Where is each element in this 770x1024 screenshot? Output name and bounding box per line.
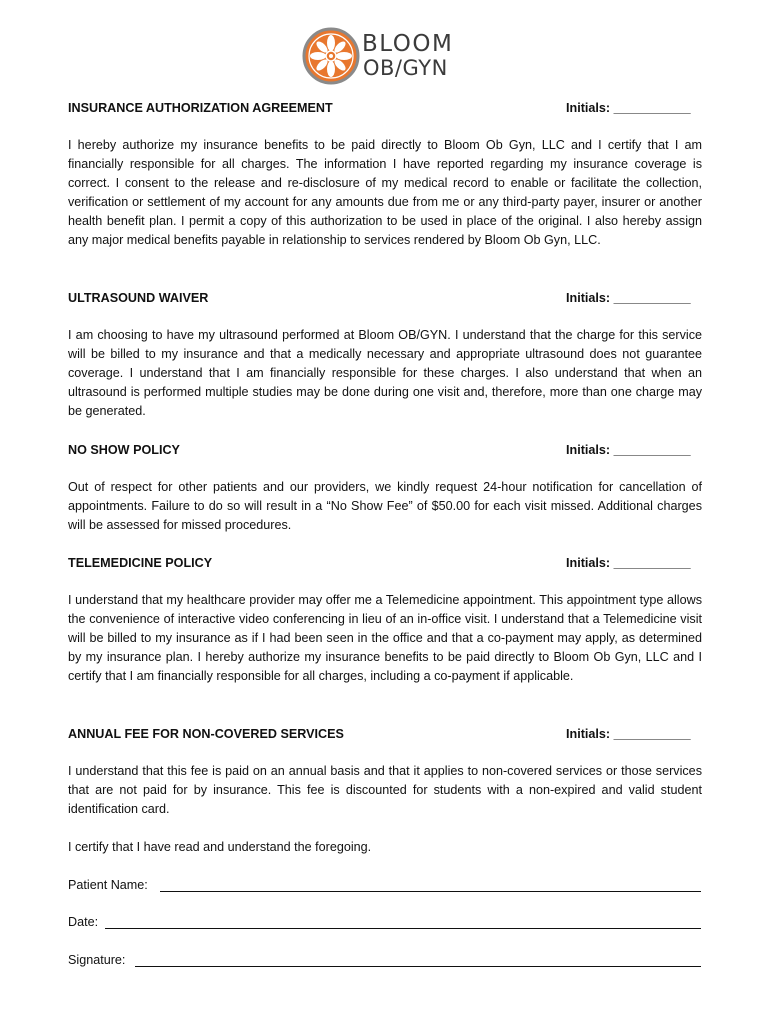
- bloom-flower-icon: [302, 27, 360, 85]
- section-body: Out of respect for other patients and our providers, we kindly request 24-hour notification for cancellation of appointments. Failure to do so will result in a “No Show Fee” of $50.00 for each visit missed. Additional charges will be assessed for missed procedures.: [68, 480, 702, 532]
- signature-field[interactable]: [68, 951, 701, 970]
- patient-name-label: Patient Name:: [68, 878, 148, 892]
- initials-field[interactable]: Initials: ___________: [566, 727, 691, 741]
- date-field[interactable]: [68, 913, 701, 932]
- date-label: Date:: [68, 915, 99, 929]
- certification-statement: I certify that I have read and understand the foregoing.: [68, 840, 372, 854]
- section-title: ULTRASOUND WAIVER: [68, 291, 209, 305]
- section-title: INSURANCE AUTHORIZATION AGREEMENT: [68, 101, 333, 115]
- section-body: I hereby authorize my insurance benefits to be paid directly to Bloom Ob Gyn, LLC and I certify that I am financially responsible for all charges. The information I have reported regarding my insurance coverage is correct. I consent to the release and re-disclosure of my medical record to enable or facilitate the collection, verification or settlement of my account for any amounts due from me or any third-party payer, insurer or another health benefit plan. I permit a copy of this authorization to be used in place of the original. I also hereby assign any major medical benefits payable in relationship to services rendered by Bloom Ob Gyn, LLC.: [68, 138, 702, 247]
- section-title: ANNUAL FEE FOR NON-COVERED SERVICES: [68, 727, 344, 741]
- section-body: I understand that my healthcare provider may offer me a Telemedicine appointment. This appointment type allows the convenience of interactive video conferencing in lieu of an in-office visit. I understand that a Telemedicine visit will be billed to my insurance as if I had been seen in the office and that a co-payment may apply, as determined by my insurance plan. I hereby authorize my insurance benefits to be paid directly to Bloom Ob Gyn, LLC and I certify that I am financially responsible for all charges, including a co-payment if applicable.: [68, 593, 702, 683]
- date-line[interactable]: [105, 928, 701, 929]
- section-heading: [68, 724, 701, 744]
- section-heading: [68, 288, 701, 308]
- section-heading: [68, 98, 701, 118]
- section-body: I understand that this fee is paid on an annual basis and that it applies to non-covered services or those services that are not paid for by insurance. This fee is discounted for students with a non-expired and valid student identification card.: [68, 764, 702, 816]
- bloom-logo: [302, 27, 474, 85]
- patient-name-field[interactable]: [68, 876, 701, 895]
- section-body: I am choosing to have my ultrasound performed at Bloom OB/GYN. I understand that the charge for this service will be billed to my insurance and that a medically necessary and appropriate ultrasound does not guarantee coverage. I understand that I am financially responsible for these charges. I also understand that when an ultrasound is performed multiple studies may be done during one visit and, therefore, more than one charge may be generated.: [68, 328, 702, 418]
- section-heading: [68, 553, 701, 573]
- patient-name-line[interactable]: [160, 891, 701, 892]
- section-title: NO SHOW POLICY: [68, 443, 180, 457]
- brand-subtitle: OB/GYN: [363, 56, 448, 80]
- signature-line[interactable]: [135, 966, 701, 967]
- initials-field[interactable]: Initials: ___________: [566, 101, 691, 115]
- section-heading: [68, 440, 701, 460]
- signature-label: Signature:: [68, 953, 126, 967]
- initials-field[interactable]: Initials: ___________: [566, 291, 691, 305]
- brand-name: BLOOM: [362, 31, 454, 57]
- initials-field[interactable]: Initials: ___________: [566, 443, 691, 457]
- section-title: TELEMEDICINE POLICY: [68, 556, 213, 570]
- initials-field[interactable]: Initials: ___________: [566, 556, 691, 570]
